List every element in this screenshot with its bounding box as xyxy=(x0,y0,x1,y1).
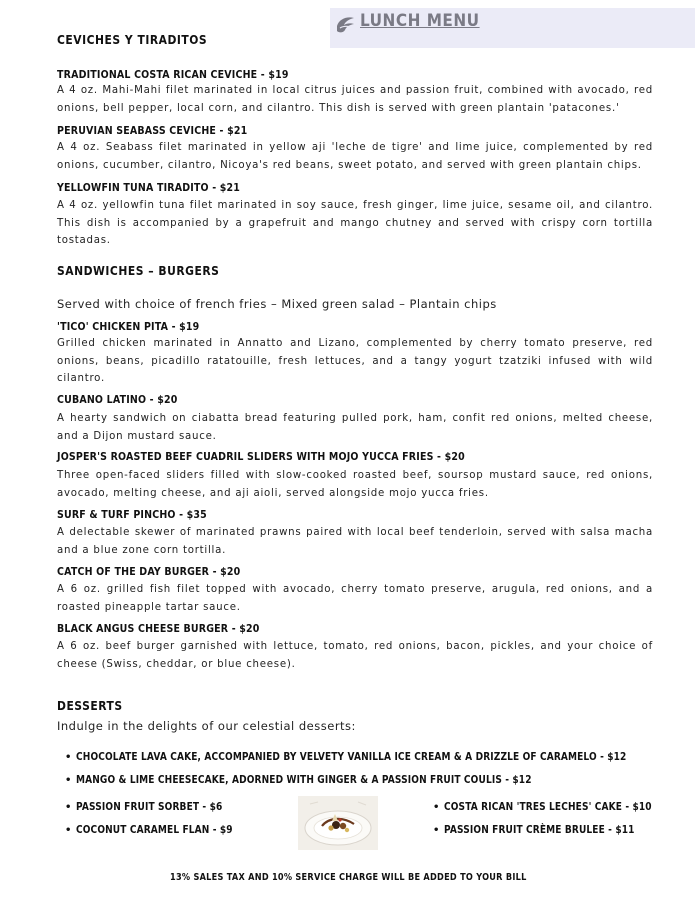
dish-name: YELLOWFIN TUNA TIRADITO - $21 xyxy=(57,181,241,194)
dish-name: BLACK ANGUS CHEESE BURGER - $20 xyxy=(57,622,260,635)
dish-description: Grilled chicken marinated in Annatto and Lizano, complemented by cherry tomato preserve, red onions, beans, picadillo ratatouille, fresh lettuces, and a tangy yogurt tzatziki infused with wild cilantro. xyxy=(57,338,653,384)
dessert-item: CHOCOLATE LAVA CAKE, ACCOMPANIED BY VELVETY VANILLA ICE CREAM & A DRIZZLE OF CARAMELO - $12 xyxy=(76,751,627,763)
dessert-list-left xyxy=(62,796,258,842)
dish-name: PERUVIAN SEABASS CEVICHE - $21 xyxy=(57,124,248,137)
tax-note xyxy=(0,872,696,883)
section-title-ceviches: CEVICHES Y TIRADITOS xyxy=(57,32,208,47)
list-item xyxy=(62,819,258,842)
dish-description: A 4 oz. Mahi-Mahi filet marinated in local citrus juices and passion fruit, combined with avocado, red onions, bell pepper, local corn, and cilantro. This dish is served with green plantain 'patacones.' xyxy=(57,85,653,114)
bird-logo-icon xyxy=(334,14,356,36)
section-intro: Indulge in the delights of our celestial desserts: xyxy=(57,719,356,733)
dish-description: A 4 oz. Seabass filet marinated in yellow aji 'leche de tigre' and lime juice, complemented by red onions, cucumber, cilantro, Nicoya's red beans, sweet potato, and served with green plantain chips. xyxy=(57,142,653,171)
dessert-item: COCONUT CARAMEL FLAN - $9 xyxy=(76,824,233,836)
dessert-list-right xyxy=(430,796,686,842)
dish-name: JOSPER'S ROASTED BEEF CUADRIL SLIDERS WITH MOJO YUCCA FRIES - $20 xyxy=(57,450,465,463)
dish-description: A delectable skewer of marinated prawns paired with local beef tenderloin, served with salsa macha and a blue zone corn tortilla. xyxy=(57,527,653,556)
list-item xyxy=(62,769,696,792)
tax-note-text: 13% SALES TAX AND 10% SERVICE CHARGE WILL BE ADDED TO YOUR BILL xyxy=(169,872,527,883)
list-item xyxy=(430,819,686,842)
section-title-desserts: DESSERTS xyxy=(57,698,123,713)
dish-description: A hearty sandwich on ciabatta bread featuring pulled pork, ham, confit red onions, melted cheese, and a Dijon mustard sauce. xyxy=(57,413,653,442)
section-title-sandwiches: SANDWICHES – BURGERS xyxy=(57,263,220,278)
dessert-plate-image xyxy=(298,796,378,850)
list-item xyxy=(62,746,696,769)
dish-name: 'TICO' CHICKEN PITA - $19 xyxy=(57,320,200,333)
dessert-item: PASSION FRUIT SORBET - $6 xyxy=(76,801,223,813)
dish-name: CUBANO LATINO - $20 xyxy=(57,393,178,406)
list-item xyxy=(430,796,686,819)
section-intro: Served with choice of french fries – Mixed green salad – Plantain chips xyxy=(57,297,497,311)
list-item xyxy=(62,796,258,819)
dish-description: A 6 oz. beef burger garnished with lettuce, tomato, red onions, bacon, pickles, and your choice of cheese (Swiss, cheddar, or blue cheese). xyxy=(57,641,653,670)
dish-description: A 4 oz. yellowfin tuna filet marinated in soy sauce, fresh ginger, lime juice, sesame oil, and cilantro. This dish is accompanied by a grapefruit and mango chutney and served with crispy corn tortilla tostadas. xyxy=(57,200,653,246)
dessert-item: PASSION FRUIT CRÈME BRULEE - $11 xyxy=(444,824,635,836)
dish-description: A 6 oz. grilled fish filet topped with avocado, cherry tomato preserve, arugula, red onions, and a roasted pineapple tartar sauce. xyxy=(57,584,653,613)
page-title: LUNCH MENU xyxy=(360,11,480,31)
dessert-list-full xyxy=(62,746,696,792)
dessert-item: COSTA RICAN 'TRES LECHES' CAKE - $10 xyxy=(444,801,652,813)
dish-description: Three open-faced sliders filled with slow-cooked roasted beef, soursop mustard sauce, red onions, avocado, melting cheese, and aji aioli, served alongside mojo yucca fries. xyxy=(57,470,653,499)
dessert-item: MANGO & LIME CHEESECAKE, ADORNED WITH GINGER & A PASSION FRUIT COULIS - $12 xyxy=(76,774,532,786)
dish-name: CATCH OF THE DAY BURGER - $20 xyxy=(57,565,241,578)
dish-name: SURF & TURF PINCHO - $35 xyxy=(57,508,207,521)
dish-name: TRADITIONAL COSTA RICAN CEVICHE - $19 xyxy=(57,68,289,81)
